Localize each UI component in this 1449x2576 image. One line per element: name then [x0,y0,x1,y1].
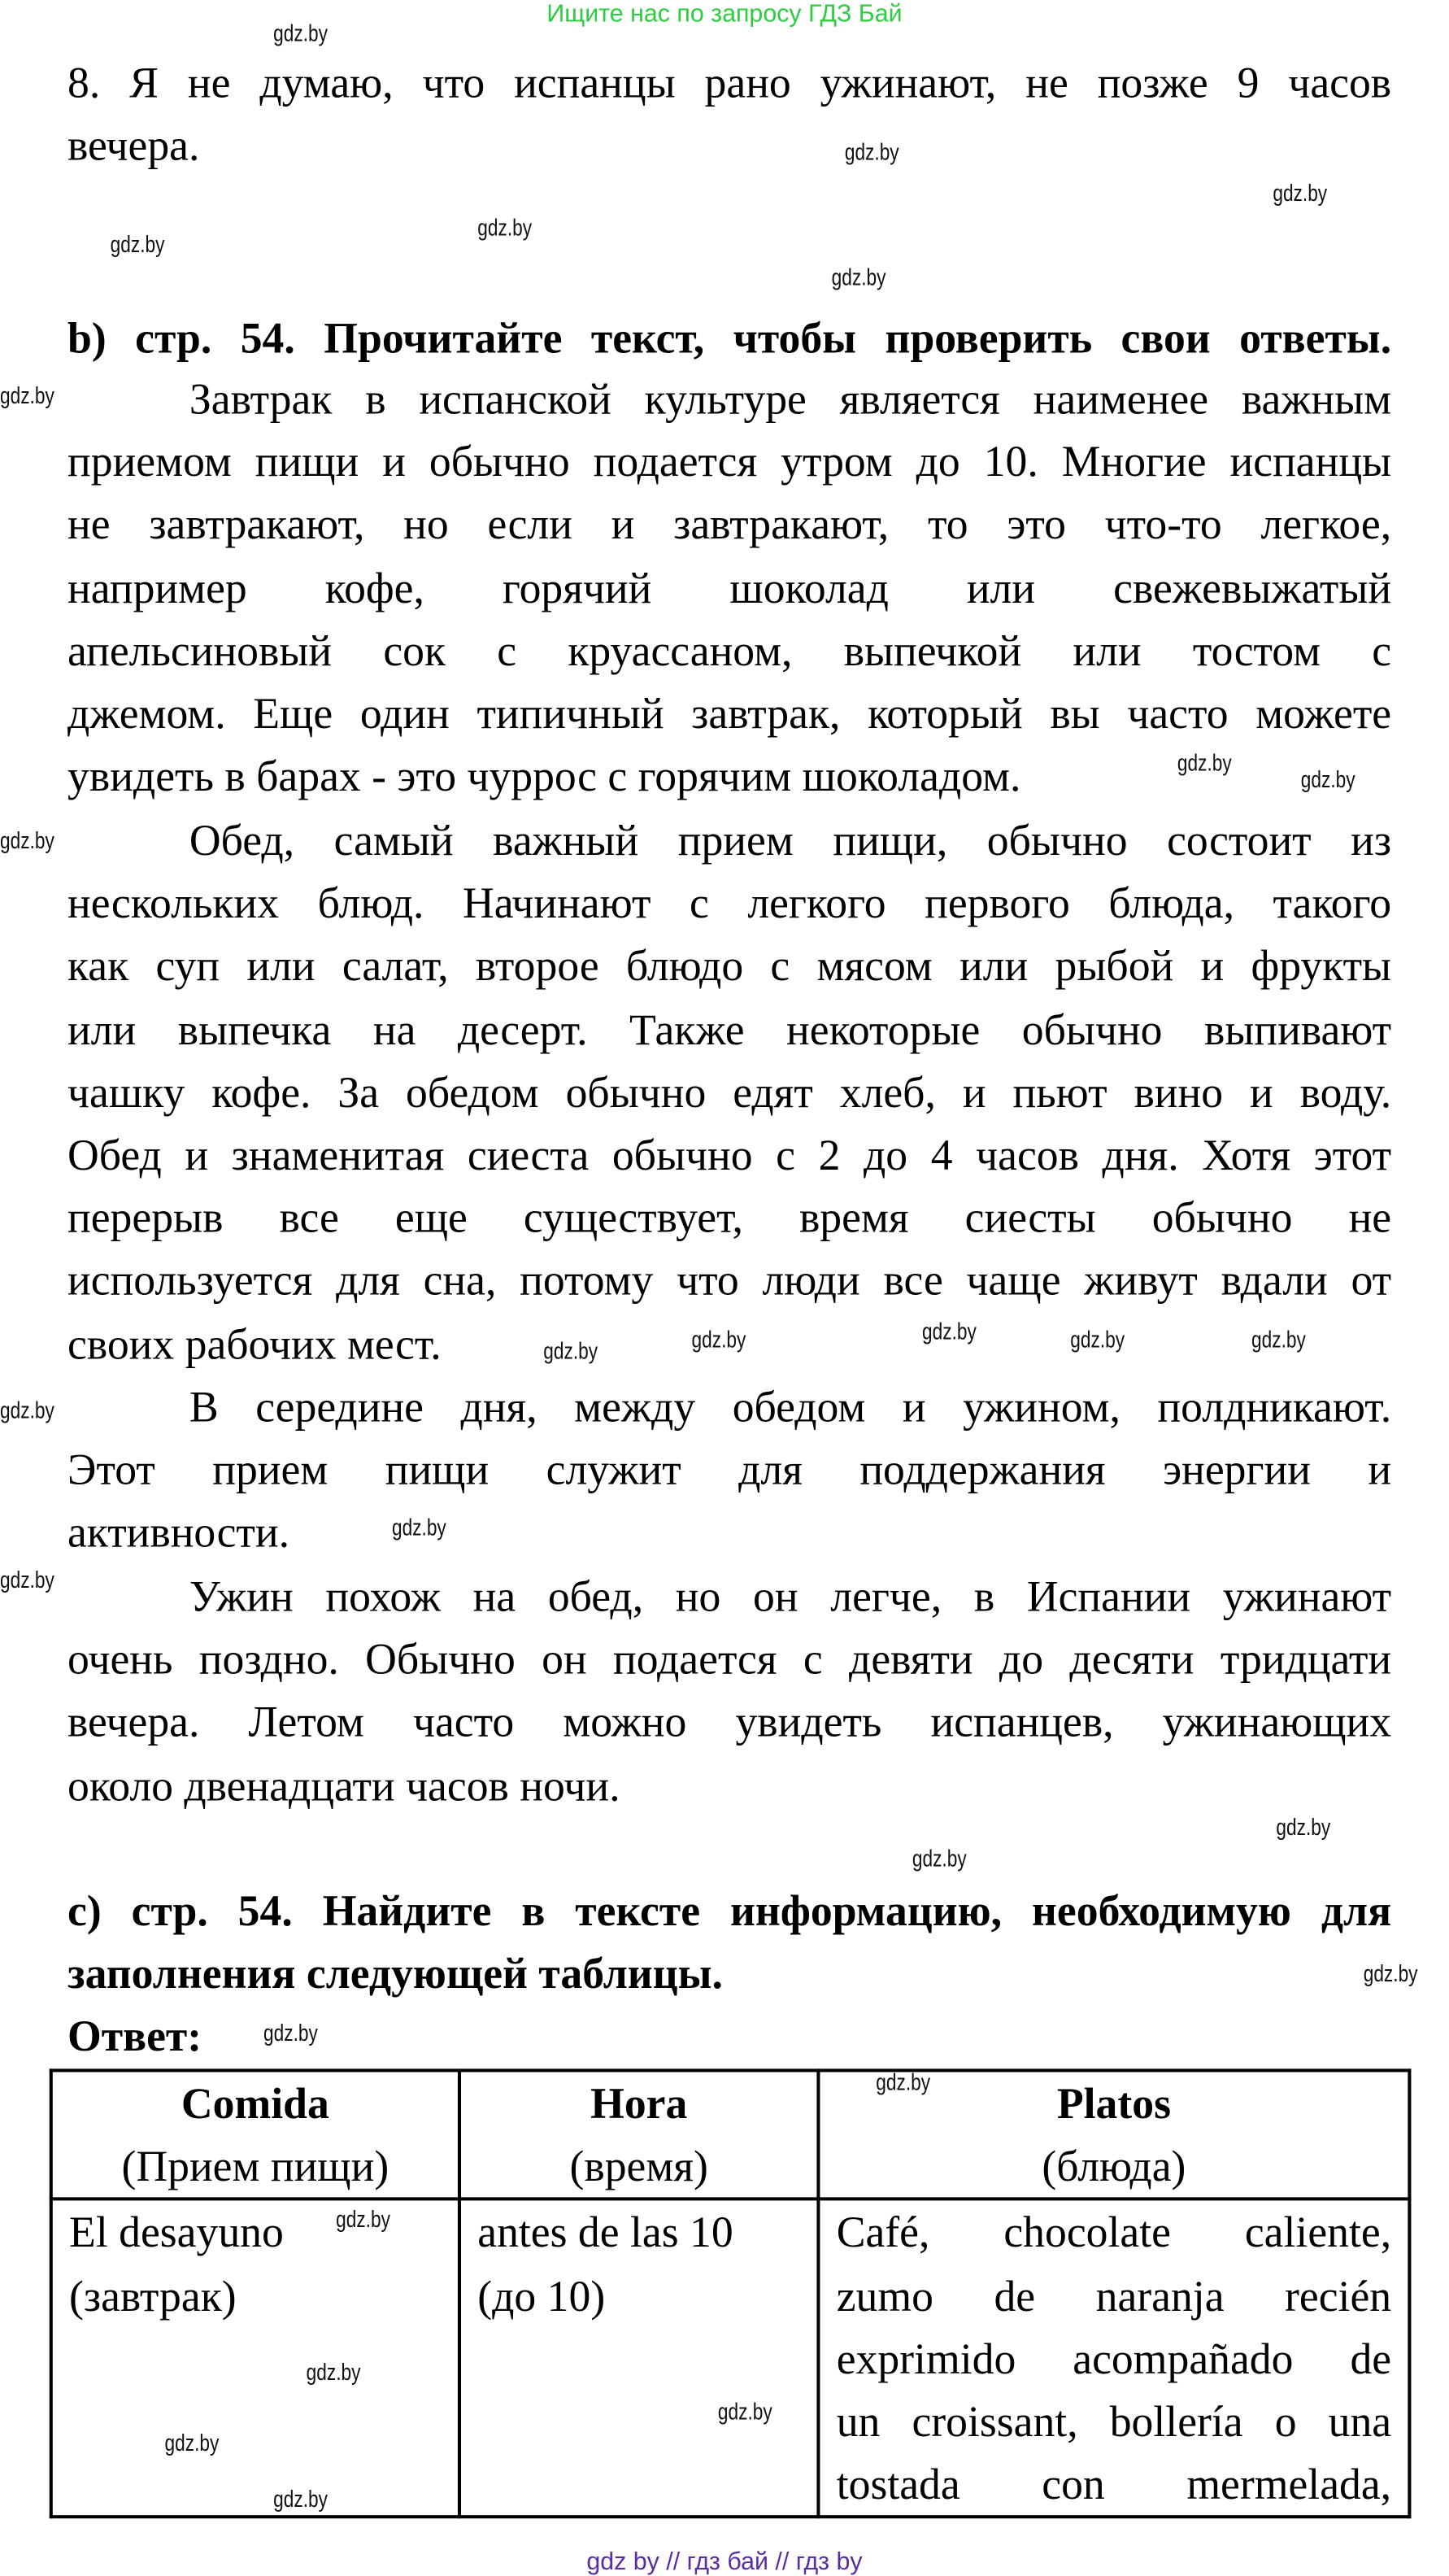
item-8 [67,51,1391,177]
cell-comida [51,2199,459,2517]
text-line: приемом пищи и обычно подается утром до 10. Многие испанцы [67,437,1392,486]
meals-table [50,2068,1412,2519]
section-b-heading [67,307,1391,369]
text-line: Завтрак в испанской культуре является наименее важным [189,373,1392,424]
watermark: gdz.by [0,1397,54,1423]
top-banner[interactable]: Ищите нас по запросу ГДЗ Бай [546,0,903,28]
text-line: вечера. [67,120,200,170]
watermark: gdz.by [0,1566,54,1593]
header-subtitle: (Прием пищи) [121,2141,389,2191]
header-title: Hora [590,2078,688,2129]
cell-line: tostada con mermelada, [836,2459,1392,2509]
text-line: джемом. Еще один типичный завтрак, который вы часто можете [67,688,1392,739]
cell-hora [459,2199,818,2517]
text-line: например кофе, горячий шоколад или свежевыжатый [67,562,1392,612]
cell-line: Café, chocolate caliente, [836,2208,1392,2258]
heading-line: заполнения следующей таблицы. [67,1948,723,1998]
watermark: gdz.by [477,214,533,241]
cell-platos [818,2199,1409,2517]
watermark: gdz.by [273,20,328,46]
watermark: gdz.by [0,381,54,409]
text-line: Этот прием пищи служит для поддержания энергии и [67,1445,1392,1495]
watermark: gdz.by [844,138,899,165]
table-row [51,2199,1410,2517]
watermark: gdz.by [691,1326,746,1353]
cell-line: (до 10) [477,2270,606,2321]
table-header-row [51,2070,1410,2199]
cell-line: un croissant, bollería o una [836,2396,1392,2447]
text-line: В середине дня, между обедом и ужином, полдникают. [189,1381,1392,1432]
text-line: активности. [67,1507,290,1558]
footer-links[interactable]: gdz by // гдз бай // гдз by [586,2548,863,2576]
header-hora [459,2070,818,2199]
text-line: используется для сна, потому что люди все чаще живут вдали от [67,1255,1392,1305]
watermark: gdz.by [922,1318,977,1345]
text-line: очень поздно. Обычно он подается с девяти до десяти тридцати [67,1634,1392,1684]
watermark: gdz.by [0,826,54,853]
paragraph-snack [67,1375,1391,1564]
watermark: gdz.by [831,264,886,290]
watermark: gdz.by [1070,1326,1125,1353]
header-title: Comida [181,2078,329,2129]
text-line: перерыв все еще существует, время сиесты обычно не [67,1192,1392,1243]
header-subtitle: (блюда) [1042,2141,1186,2191]
watermark: gdz.by [164,2429,220,2456]
cell-line: antes de las 10 [477,2208,733,2258]
text-line: 8. Я не думаю, что испанцы рано ужинают, не позже 9 часов [67,57,1392,107]
text-line: вечера. Летом часто можно увидеть испанцев, ужинающих [67,1697,1392,1747]
paragraph-dinner [67,1565,1391,1816]
heading-line: b) стр. 54. Прочитайте текст, чтобы проверить свои ответы. [67,312,1392,363]
header-title: Platos [1056,2078,1171,2129]
watermark: gdz.by [1273,179,1328,207]
watermark: gdz.by [1276,1813,1331,1840]
text-line: апельсиновый сок с круассаном, выпечкой или тостом с [67,625,1392,675]
heading-line: c) стр. 54. Найдите в тексте информацию, необходимую для [67,1885,1392,1936]
text-line: Ужин похож на обед, но он легче, в Испании ужинают [189,1571,1392,1621]
watermark: gdz.by [336,2205,390,2232]
watermark: gdz.by [717,2398,772,2425]
header-comida [51,2070,459,2199]
header-subtitle: (время) [569,2141,708,2191]
watermark: gdz.by [110,230,165,257]
watermark: gdz.by [1363,1959,1418,1987]
cell-line: El desayuno [69,2208,284,2258]
cell-line: (завтрак) [69,2270,237,2321]
watermark: gdz.by [1251,1326,1306,1353]
text-line: увидеть в барах - это чуррос с горячим шоколадом. [67,751,1021,801]
watermark: gdz.by [912,1845,967,1872]
watermark: gdz.by [543,1337,598,1364]
text-line: Обед, самый важный прием пищи, обычно состоит из [189,815,1392,865]
watermark: gdz.by [1300,765,1355,793]
text-line: Обед и знаменитая сиеста обычно с 2 до 4 часов дня. Хотя этот [67,1130,1392,1179]
watermark: gdz.by [391,1513,446,1541]
text-line: не завтракают, но если и завтракают, то это что-то легкое, [67,499,1392,550]
text-line: или выпечка на десерт. Также некоторые обычно выпивают [67,1004,1392,1054]
cell-line: exprimido acompañado de [836,2334,1392,2383]
watermark: gdz.by [1177,749,1232,776]
watermark: gdz.by [263,2019,318,2046]
watermark: gdz.by [273,2485,328,2513]
text-line: как суп или салат, второе блюдо с мясом или рыбой и фрукты [67,941,1392,991]
watermark: gdz.by [306,2358,361,2386]
text-line: нескольких блюд. Начинают с легкого первого блюда, такого [67,878,1392,928]
cell-line: zumo de naranja recién [836,2270,1392,2321]
text-line: своих рабочих мест. [67,1319,442,1368]
text-line: около двенадцати часов ночи. [67,1759,620,1810]
paragraph-breakfast [67,368,1391,808]
watermark: gdz.by [876,2068,931,2095]
paragraph-lunch [67,809,1391,1375]
answer-label: Ответ: [67,2012,202,2062]
text-line: чашку кофе. За обедом обычно едят хлеб, и пьют вино и воду. [67,1066,1392,1117]
